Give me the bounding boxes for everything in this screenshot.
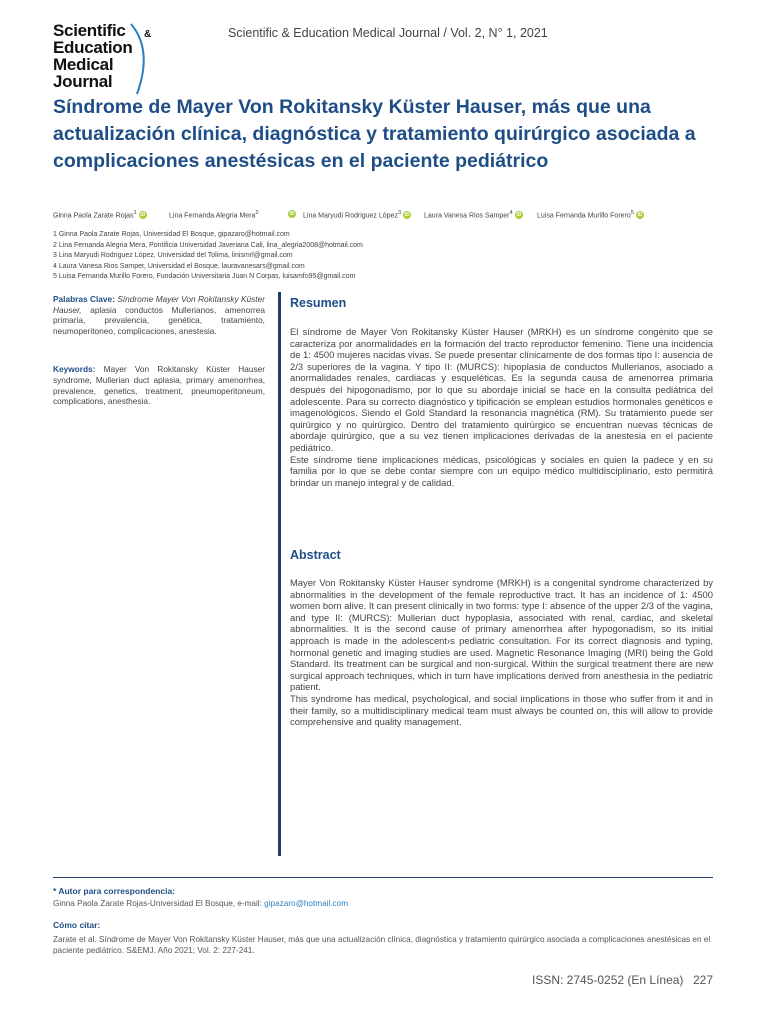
- keywords-en: [53, 364, 265, 406]
- orcid-icon[interactable]: iD: [289, 211, 295, 217]
- abstract-body: [290, 577, 713, 728]
- keywords-es-italic: Síndrome Mayer Von Rokitansky Küster Hauser,: [53, 294, 265, 315]
- page-number: 227: [693, 973, 714, 987]
- orcid-icon[interactable]: iD: [637, 212, 643, 219]
- resumen-body: [290, 326, 713, 488]
- abstract-paragraph-2: This syndrome has medical, psychological, and social implications in those who suffer from it and in their family, so a multidisciplinary medical team must always be counted on, this will allow to provide comprehensive and quality management.: [290, 692, 713, 728]
- logo-line-2: Education: [53, 38, 133, 57]
- keywords-en-text: Mayer Von Rokitansky Küster Hauser syndrome, Mullerian duct aplasia, primary amenorrhea, prevalence, genetics, treatment, pneumoperitoneum, complications, anesthesia.: [53, 364, 265, 407]
- resumen-heading: Resumen: [290, 296, 347, 310]
- author-name: Ginna Paola Zarate Rojas: [53, 212, 134, 220]
- keywords-es-text: aplasia conductos Mullerianos, amenorrea primaria, prevalencia, genética, tratamiento, neumoperitoneo, complicaciones, anestesia.: [53, 304, 265, 336]
- journal-citation-header: Scientific & Education Medical Journal / Vol. 2, N° 1, 2021: [228, 26, 548, 40]
- author-sup: 1: [133, 210, 137, 216]
- author-2: [169, 210, 259, 219]
- author-name: Lina Fernanda Alegria Mera: [169, 212, 256, 220]
- logo-line-1: Scientific: [53, 21, 126, 40]
- affiliations: [53, 230, 363, 283]
- author-sup: 2: [255, 210, 259, 216]
- keywords-es-label: Palabras Clave:: [53, 294, 115, 304]
- affiliation-2: 2 Lina Fernanda Alegria Mera, Pontificia Universidad Javeriana Cali, lina_alegria2008@hotmail.com: [53, 241, 363, 249]
- logo-ampersand: &: [144, 29, 152, 40]
- correspondence-heading: * Autor para correspondencia:: [53, 886, 176, 896]
- logo-line-4: Journal: [53, 72, 113, 91]
- keywords-es: [53, 294, 265, 336]
- cite-text: Zarate et al. Síndrome de Mayer Von Rokitansky Küster Hauser, más que una actualización clínica, diagnóstica y tratamiento quirúrgico asociada a complicaciones anestésicas en el paciente pediátrico. S&EMJ. Año 2021; Vol. 2: 227-241.: [53, 935, 711, 955]
- orcid-icon[interactable]: iD: [404, 212, 410, 219]
- keywords-en-label: Keywords:: [53, 364, 96, 375]
- keywords-column: [53, 294, 265, 407]
- affiliation-3: 3 Lina Maryudi Rodriguez López, Universidad del Tolima, linismrl@gmail.com: [53, 252, 293, 259]
- author-name: Lina Maryudi Rodriguez López: [303, 212, 398, 220]
- author-sup: 3: [397, 210, 402, 216]
- footer-rule: [53, 877, 713, 878]
- author-2-orcid: [286, 210, 296, 218]
- resumen-paragraph-1: El síndrome de Mayer Von Rokitansky Küster Hauser (MRKH) es un síndrome congénito que se caracteriza por anormalidades en la formación del tracto reproductor femenino. Tiene una incidencia de 1: 4500 mujeres nacidas vivas. Se puede presentar clínicamente de dos formas tipo I: ausencia de 2/3 superiores de la vagina. Y tipo II: (MURCS): hipoplasia de conductos Mullerianos, asociado a anormalidades renales, cardiacas y esqueléticas. Es la segunda causa de amenorrea primaria después del hipogonadismo, por lo que su abordaje inicial se hace en la consulta pediátrica del adolescente. Para su correcto diagnóstico y tipificación se emplean estudios hormonales genéticos e imagenológicos. Siendo el Gold Standard la resonancia magnética (RM). Su tratamiento puede ser quirúrgico y no quirúrgico. Dentro del tratamiento quirúrgico se encuentran nuevas técnicas de abordaje quirúrgico, que a su vez tienen implicaciones derivadas de la anestesia en el paciente pediátrico.: [290, 326, 713, 453]
- author-4: [424, 210, 523, 219]
- correspondence-label: Ginna Paola Zarate Rojas-Universidad El Bosque, e-mail:: [53, 899, 265, 908]
- issn: ISSN: 2745-0252 (En Línea): [532, 973, 684, 987]
- journal-logo: [53, 20, 163, 96]
- correspondence-text: [53, 898, 718, 909]
- orcid-icon[interactable]: iD: [140, 212, 146, 219]
- cite-heading: Cómo citar:: [53, 920, 101, 930]
- affiliation-1: 1 Ginna Paola Zarate Rojas, Universidad El Bosque, gipazaro@hotmail.com: [53, 231, 290, 238]
- abstract-heading: Abstract: [290, 548, 341, 562]
- resumen-paragraph-2: Este síndrome tiene implicaciones médicas, psicológicas y sociales en quien la padece y en su familia por lo que se debe contar siempre con un equipo médico multidisciplinario, esto permitirá brindar un manejo integral y de calidad.: [290, 453, 713, 488]
- correspondence-email-link[interactable]: gipazaro@hotmail.com: [264, 899, 349, 908]
- logo-line-3: Medical: [53, 55, 114, 74]
- orcid-icon[interactable]: iD: [516, 212, 522, 219]
- author-sup: 4: [509, 210, 513, 216]
- author-name: Luisa Fernanda Murillo Forero: [537, 212, 631, 220]
- column-divider: [278, 292, 281, 856]
- affiliation-4: 4 Laura Vanesa Rios Samper, Universidad el Bosque, lauravanesars@gmail.com: [53, 262, 305, 270]
- affiliation-5: 5 Luisa Fernanda Murillo Forero, Fundación Universitaria Juan N Corpas, luisamfo95@gmail.com: [53, 273, 356, 280]
- author-3: [303, 210, 411, 219]
- author-list: [53, 210, 753, 222]
- author-name: Laura Vanesa Rios Samper: [424, 212, 510, 220]
- abstract-paragraph-1: Mayer Von Rokitansky Küster Hauser syndrome (MRKH) is a congenital syndrome characterized by abnormalities in the development of the female reproductive tract. It has an incidence of 1: 4500 women born alive. It can present clinically in two forms: type I: absence of the upper 2/3 of the vagina, and type II: (MURCS): Mullerian duct hypoplasia, associated with renal, cardiac, and skeletal abnormalities. It is the second cause of primary amenorrhea after hypogonadism, so its initial approach is made in the adolescent›s pediatric consultation. For its correct diagnosis and typing, hormonal genetic and imaging studies are used. Magnetic Resonance Imaging (MRI) being the Gold Standard. Its treatment can be surgical and non-surgical. Within the surgical treatment there are new surgical approach techniques, which in turn have implications derived from anesthesia in the pediatric patient.: [290, 577, 713, 693]
- author-5: [537, 210, 644, 219]
- article-title: Síndrome de Mayer Von Rokitansky Küster Hauser, más que una actualización clínica, diagnóstica y tratamiento quirúrgico asociada a complicaciones anestésicas en el paciente pediátrico: [53, 96, 696, 172]
- author-1: [53, 210, 147, 219]
- author-sup: 5: [630, 210, 635, 216]
